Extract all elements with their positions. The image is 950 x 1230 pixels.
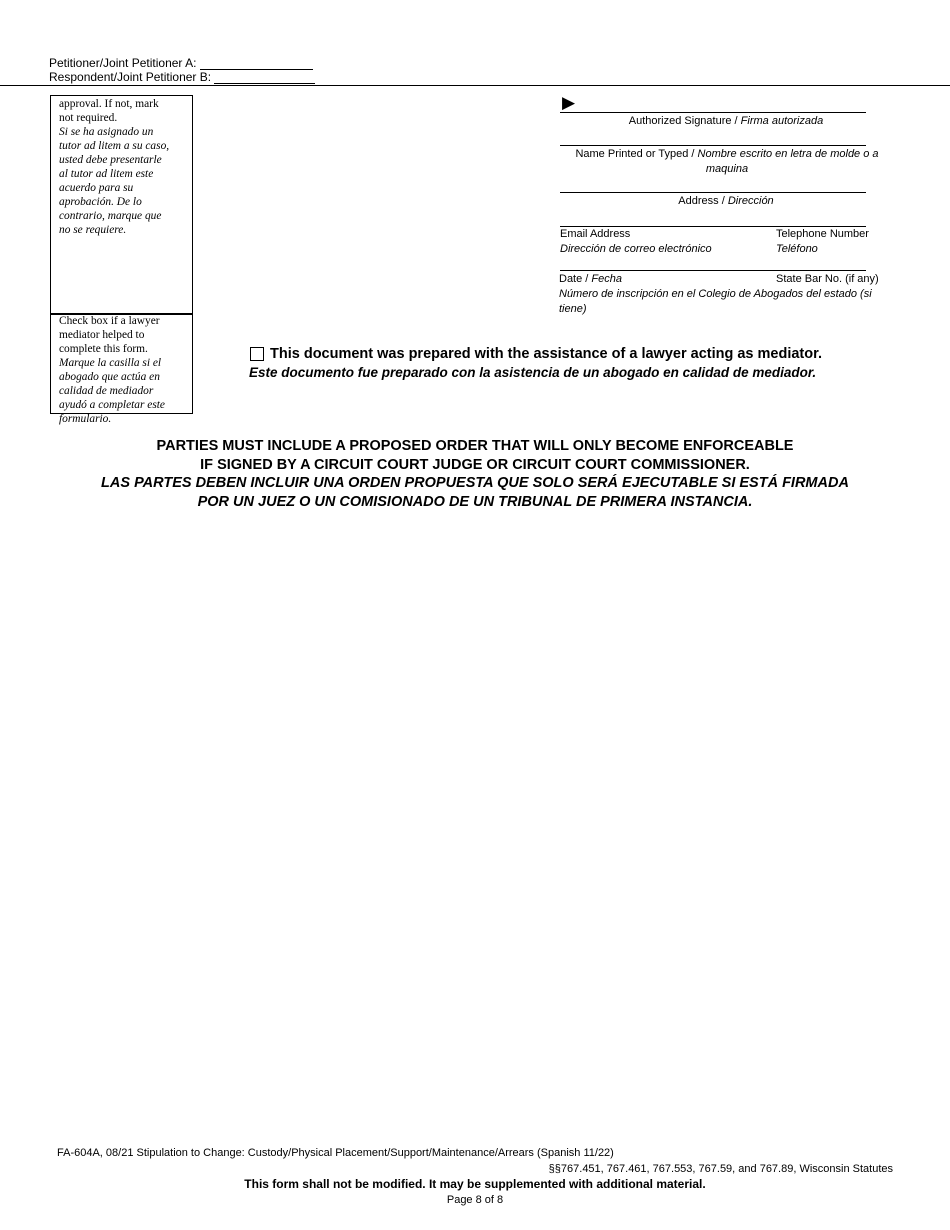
- mediator-es-line: ayudó a completar este: [59, 399, 165, 411]
- mediator-instruction-box: [50, 313, 193, 425]
- phone-label-en: Telephone Number: [776, 228, 869, 240]
- name-printed-label: [568, 147, 886, 177]
- modification-warning: This form shall not be modified. It may be supplemented with additional material.: [244, 1177, 706, 1191]
- mediator-checkbox[interactable]: [250, 347, 264, 361]
- mediator-en-line: Check box if a lawyer: [59, 315, 160, 327]
- form-id: FA-604A, 08/21 Stipulation to Change: Custody/Physical Placement/Support/Maintenance/Arrears (Spanish 11/22): [57, 1147, 614, 1159]
- mediator-statement-en: This document was prepared with the assistance of a lawyer acting as mediator.: [270, 346, 822, 362]
- gal-en-line: approval. If not, mark: [59, 98, 159, 110]
- address-es: Dirección: [727, 195, 774, 207]
- header-divider: [0, 85, 950, 86]
- mediator-statement-es: Este documento fue preparado con la asistencia de un abogado en calidad de mediador.: [249, 365, 817, 380]
- gal-es-line: contrario, marque que: [59, 210, 162, 222]
- mediator-es-line: Marque la casilla si el: [59, 357, 162, 369]
- phone-label-es: Teléfono: [776, 243, 818, 255]
- authorized-signature-es: Firma autorizada: [740, 115, 824, 127]
- notice-en-line-2: IF SIGNED BY A CIRCUIT COURT JUDGE OR CIRCUIT COURT COMMISSIONER.: [200, 457, 750, 473]
- address-en: Address /: [678, 195, 728, 207]
- authorized-signature-label: [560, 114, 892, 129]
- name-printed-en: Name Printed or Typed /: [575, 148, 698, 160]
- respondent-b-blank[interactable]: [214, 71, 315, 84]
- signature-arrow-icon: ▶: [562, 93, 576, 112]
- mediator-es-line: calidad de mediador: [59, 385, 154, 397]
- gal-es-line: al tutor ad litem este: [59, 168, 154, 180]
- bar-no-label-en: State Bar No. (if any): [776, 273, 879, 285]
- name-printed-es: Nombre escrito en letra de molde o a maquina: [697, 148, 879, 175]
- petitioner-a-label: Petitioner/Joint Petitioner A:: [49, 56, 197, 70]
- date-es: Fecha: [591, 273, 622, 285]
- mediator-en-line: mediator helped to: [59, 329, 145, 341]
- gal-es-line: usted debe presentarle: [59, 154, 162, 166]
- mediator-es-line: abogado que actúa en: [59, 371, 160, 383]
- authorized-signature-en: Authorized Signature /: [628, 115, 741, 127]
- address-label: [560, 194, 892, 209]
- gal-en-line: not required.: [59, 112, 118, 124]
- mediator-es-line: formulario.: [59, 413, 112, 425]
- petitioner-a-blank[interactable]: [200, 57, 313, 70]
- gal-es-line: Si se ha asignado un: [59, 126, 154, 138]
- notice-en-line-1: PARTIES MUST INCLUDE A PROPOSED ORDER THAT WILL ONLY BECOME ENFORCEABLE: [156, 438, 794, 454]
- statutes: §§767.451, 767.461, 767.553, 767.59, and 767.89, Wisconsin Statutes: [548, 1163, 893, 1175]
- mediator-en-line: complete this form.: [59, 343, 148, 355]
- date-label: [559, 272, 622, 287]
- date-en: Date /: [559, 273, 592, 285]
- gal-instruction-box: [50, 95, 193, 315]
- respondent-b-label: Respondent/Joint Petitioner B:: [49, 70, 212, 84]
- authorized-signature-line[interactable]: [560, 112, 866, 113]
- date-bar-line[interactable]: [560, 270, 866, 271]
- gal-es-line: tutor ad litem a su caso,: [59, 140, 170, 152]
- petitioner-a-row: [49, 56, 313, 70]
- page-number: Page 8 of 8: [446, 1194, 504, 1206]
- email-label-es: Dirección de correo electrónico: [560, 243, 712, 255]
- gal-es-line: aprobación. De lo: [59, 196, 142, 208]
- notice-es-line-1: LAS PARTES DEBEN INCLUIR UNA ORDEN PROPUESTA QUE SOLO SERÁ EJECUTABLE SI ESTÁ FIRMADA: [101, 475, 849, 491]
- notice-es-line-2: POR UN JUEZ O UN COMISIONADO DE UN TRIBUNAL DE PRIMERA INSTANCIA.: [197, 494, 753, 510]
- gal-es-line: acuerdo para su: [59, 182, 134, 194]
- bar-no-label-es: Número de inscripción en el Colegio de Abogados del estado (si tiene): [559, 288, 872, 315]
- name-printed-line[interactable]: [560, 145, 866, 146]
- email-label-en: Email Address: [560, 228, 631, 240]
- gal-es-line: no se requiere.: [59, 224, 127, 236]
- respondent-b-row: [49, 70, 315, 84]
- address-line[interactable]: [560, 192, 866, 193]
